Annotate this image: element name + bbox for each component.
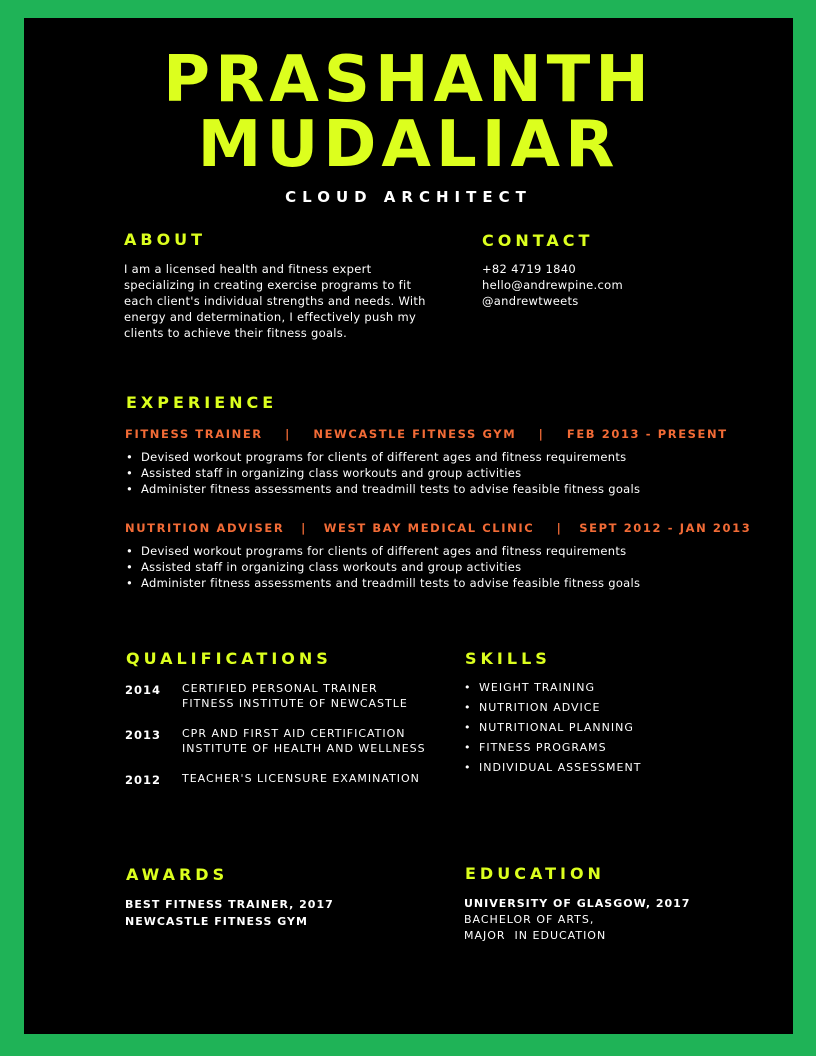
skill-item: • WEIGHT TRAINING <box>464 678 641 698</box>
skills-heading: SKILLS <box>465 649 551 668</box>
job-title: NUTRITION ADVISER | WEST BAY MEDICAL CLINIC | SEPT 2012 - JAN 2013 <box>125 521 752 535</box>
about-heading: ABOUT <box>124 230 207 249</box>
qualification-detail <box>182 726 426 756</box>
contact-phone: +82 4719 1840 <box>482 262 577 276</box>
skills-list <box>464 678 641 778</box>
skill-item: • NUTRITIONAL PLANNING <box>464 718 641 738</box>
education-heading: EDUCATION <box>465 864 605 883</box>
qualification-year: 2014 <box>125 683 162 697</box>
skill-item: • FITNESS PROGRAMS <box>464 738 641 758</box>
skill-item: • INDIVIDUAL ASSESSMENT <box>464 758 641 778</box>
resume-page <box>24 18 793 1034</box>
job-role: CLOUD ARCHITECT <box>285 188 532 206</box>
name-first: PRASHANTH <box>163 43 654 117</box>
about-line: specializing in creating exercise programs to fit <box>124 278 412 292</box>
qualification-detail <box>182 681 408 711</box>
qualification-title: CPR AND FIRST AID CERTIFICATION <box>182 727 406 740</box>
name-last: MUDALIAR <box>197 108 620 182</box>
about-line: I am a licensed health and fitness expert <box>124 262 372 276</box>
qualification-year: 2013 <box>125 728 162 742</box>
education-degree: BACHELOR OF ARTS, <box>464 913 595 926</box>
contact-heading: CONTACT <box>482 231 594 250</box>
award-organization: NEWCASTLE FITNESS GYM <box>125 915 308 928</box>
education-major: MAJOR IN EDUCATION <box>464 929 607 942</box>
contact-details <box>482 261 623 309</box>
job-title: FITNESS TRAINER | NEWCASTLE FITNESS GYM | FEB 2013 - PRESENT <box>125 427 728 441</box>
list-item: • Assisted staff in organizing class workouts and group activities <box>124 559 640 575</box>
about-line: energy and determination, I effectively push my <box>124 310 417 324</box>
qualification-title: TEACHER'S LICENSURE EXAMINATION <box>182 772 420 785</box>
qualification-institution: FITNESS INSTITUTE OF NEWCASTLE <box>182 697 408 710</box>
contact-email[interactable]: hello@andrewpine.com <box>482 278 623 292</box>
award-title: BEST FITNESS TRAINER, 2017 <box>125 898 334 911</box>
list-item: • Administer fitness assessments and treadmill tests to advise feasible fitness goals <box>124 481 640 497</box>
about-text <box>124 261 454 341</box>
list-item: • Devised workout programs for clients of different ages and fitness requirements <box>124 449 640 465</box>
education-detail <box>464 895 690 944</box>
job-bullets <box>124 449 640 497</box>
award-detail <box>125 896 334 930</box>
contact-handle[interactable]: @andrewtweets <box>482 294 579 308</box>
experience-heading: EXPERIENCE <box>126 393 278 412</box>
about-line: each client's individual strengths and needs. With <box>124 294 426 308</box>
qualification-year: 2012 <box>125 773 162 787</box>
list-item: • Assisted staff in organizing class workouts and group activities <box>124 465 640 481</box>
list-item: • Devised workout programs for clients of different ages and fitness requirements <box>124 543 640 559</box>
qualification-institution: INSTITUTE OF HEALTH AND WELLNESS <box>182 742 426 755</box>
qualifications-heading: QUALIFICATIONS <box>126 649 332 668</box>
qualification-detail <box>182 771 420 786</box>
job-bullets <box>124 543 640 591</box>
skill-item: • NUTRITION ADVICE <box>464 698 641 718</box>
about-line: clients to achieve their fitness goals. <box>124 326 348 340</box>
qualification-title: CERTIFIED PERSONAL TRAINER <box>182 682 378 695</box>
education-school: UNIVERSITY OF GLASGOW, 2017 <box>464 897 691 910</box>
awards-heading: AWARDS <box>126 865 229 884</box>
list-item: • Administer fitness assessments and treadmill tests to advise feasible fitness goals <box>124 575 640 591</box>
